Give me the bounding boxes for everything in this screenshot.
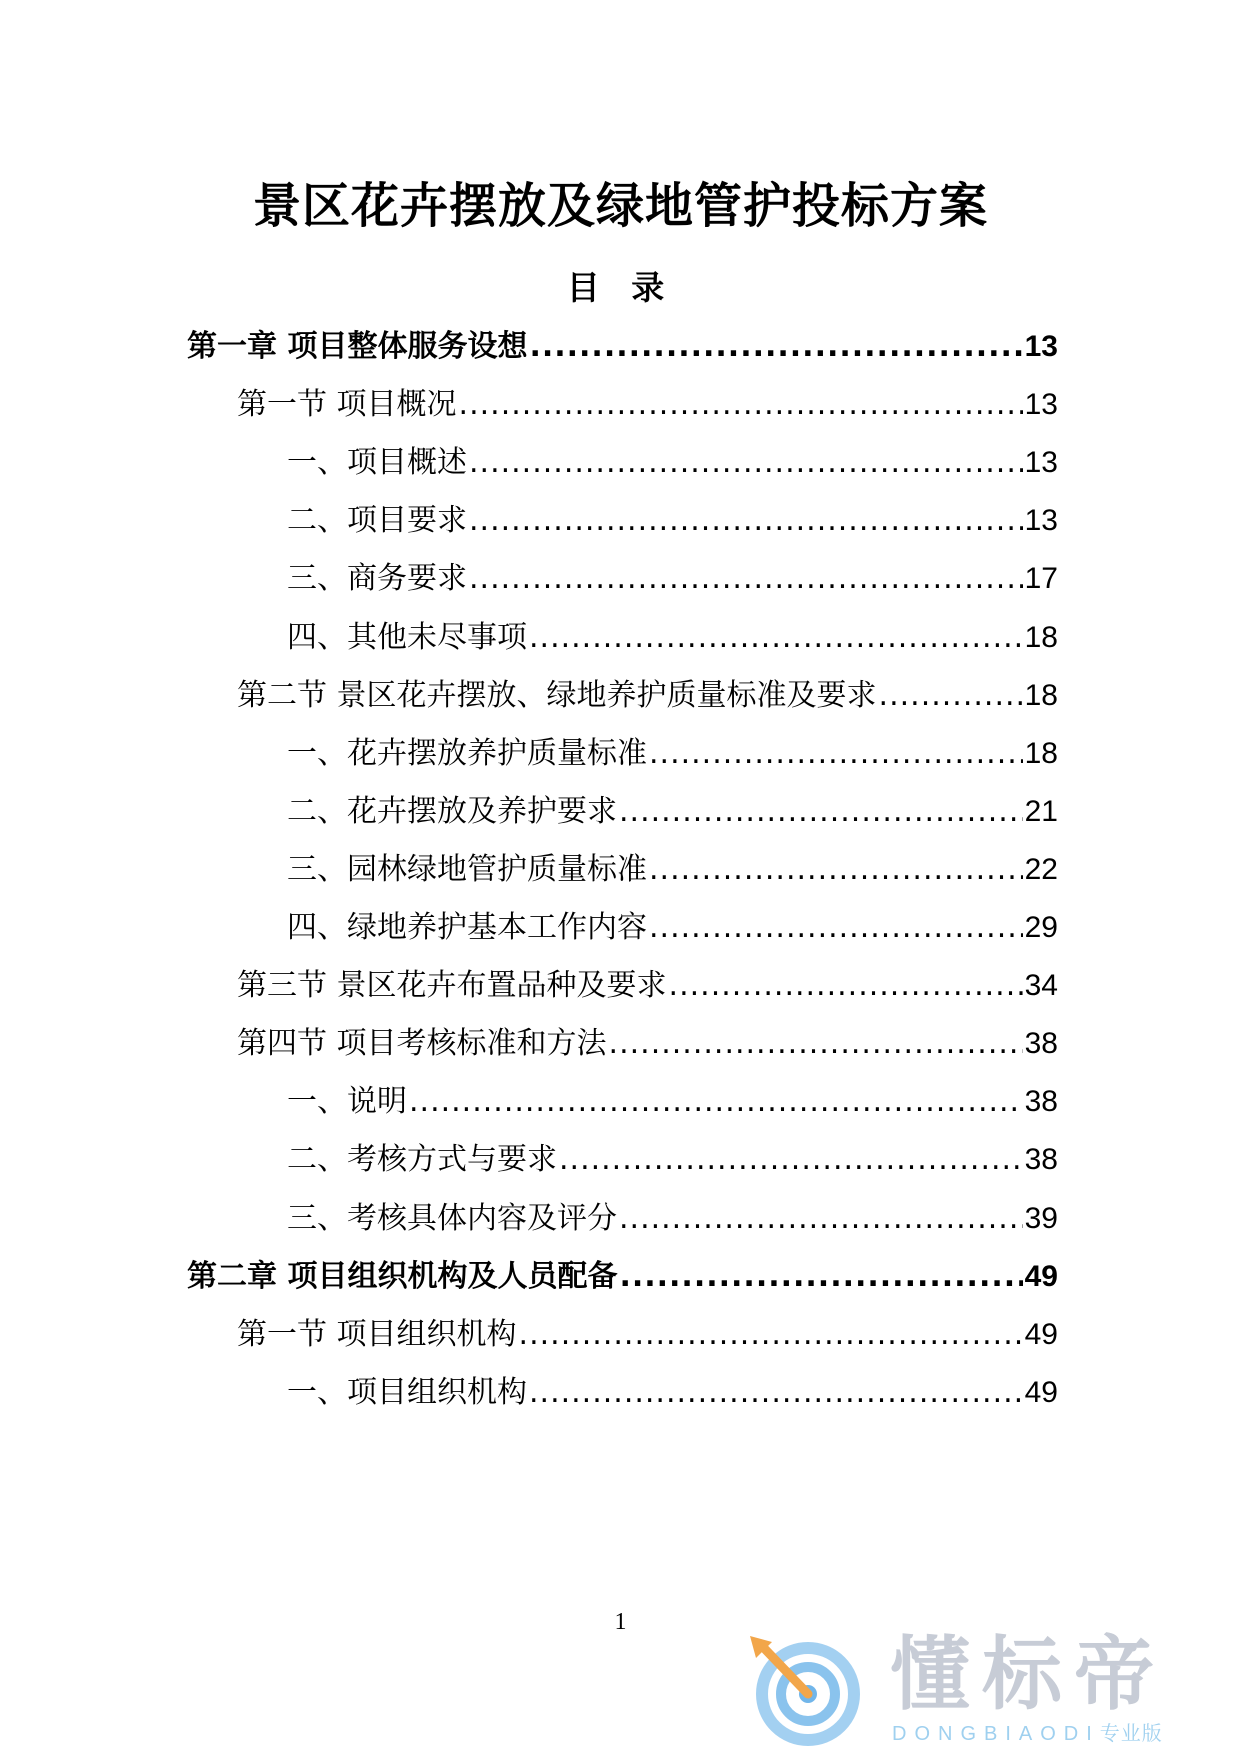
toc-dot-leader xyxy=(649,903,1023,953)
toc-entry-page: 17 xyxy=(1024,562,1058,596)
toc-dot-leader xyxy=(409,1077,1023,1127)
toc-entry-page: 29 xyxy=(1024,911,1058,944)
toc-entry-title: 第二章 项目组织机构及人员配备 xyxy=(187,1258,618,1294)
toc-entry[interactable] xyxy=(287,438,1058,488)
toc-entry-page: 38 xyxy=(1024,1085,1058,1119)
watermark xyxy=(742,1628,1222,1748)
page-number: 1 xyxy=(614,1609,627,1635)
toc-entry[interactable] xyxy=(287,729,1058,779)
toc-entry-title: 第四节 项目考核标准和方法 xyxy=(237,1026,607,1062)
toc-entry-page: 18 xyxy=(1024,736,1058,770)
watermark-subtitle-cn: 专业版 xyxy=(1099,1721,1163,1745)
target-logo-icon xyxy=(742,1628,872,1746)
toc-entry[interactable] xyxy=(287,613,1058,663)
toc-entry-title: 三、园林绿地管护质量标准 xyxy=(287,851,647,887)
toc-dot-leader xyxy=(879,671,1023,721)
toc-dot-leader xyxy=(469,496,1023,546)
toc-entry[interactable] xyxy=(237,671,1058,721)
toc-entry-page: 49 xyxy=(1024,1317,1058,1351)
toc-entry[interactable] xyxy=(237,380,1058,430)
toc-entry-title: 二、考核方式与要求 xyxy=(287,1142,557,1178)
toc-dot-leader xyxy=(619,1252,1022,1302)
toc-entry-title: 四、绿地养护基本工作内容 xyxy=(287,910,647,945)
toc-entry-title: 一、说明 xyxy=(287,1084,407,1120)
toc-dot-leader xyxy=(469,438,1023,488)
toc-entry-page: 49 xyxy=(1024,1259,1058,1293)
toc-entry[interactable] xyxy=(237,961,1058,1011)
toc-entry-title: 三、商务要求 xyxy=(287,561,467,597)
toc-entry-title: 一、花卉摆放养护质量标准 xyxy=(287,735,647,771)
toc-entry[interactable] xyxy=(287,496,1058,546)
toc-entry[interactable] xyxy=(287,1135,1058,1185)
toc-entry[interactable] xyxy=(237,1310,1058,1360)
toc-dot-leader xyxy=(529,613,1023,663)
toc-entry-title: 一、项目组织机构 xyxy=(287,1374,527,1410)
document-title: 景区花卉摆放及绿地管护投标方案 xyxy=(252,178,988,234)
toc-entry-page: 39 xyxy=(1024,1201,1058,1235)
toc-dot-leader xyxy=(529,322,1022,372)
toc-entry[interactable] xyxy=(287,1194,1058,1244)
toc-entry-title: 二、项目要求 xyxy=(287,503,467,539)
toc-entry-page: 13 xyxy=(1024,504,1058,538)
toc-dot-leader xyxy=(649,729,1023,779)
toc-entry[interactable] xyxy=(237,1019,1058,1069)
toc-entry-title: 二、花卉摆放及养护要求 xyxy=(287,793,617,829)
toc-entry[interactable] xyxy=(287,845,1058,895)
watermark-subtitle xyxy=(892,1721,1163,1746)
toc-entry-page: 13 xyxy=(1024,330,1058,363)
toc-entry-title: 第一节 项目概况 xyxy=(237,387,457,423)
toc-entry-title: 第三节 景区花卉布置品种及要求 xyxy=(237,968,667,1004)
toc-entry-title: 第一章 项目整体服务设想 xyxy=(187,329,528,364)
toc-entry-page: 13 xyxy=(1024,388,1058,422)
toc-heading: 目 录 xyxy=(566,268,675,307)
toc-entry-page: 38 xyxy=(1024,1143,1058,1177)
toc-entry-title: 三、考核具体内容及评分 xyxy=(287,1200,617,1236)
toc-entry[interactable] xyxy=(287,1077,1058,1127)
toc-entry-page: 13 xyxy=(1024,446,1058,480)
toc-entry-title: 四、其他未尽事项 xyxy=(287,619,527,655)
toc-entry-title: 第二节 景区花卉摆放、绿地养护质量标准及要求 xyxy=(237,677,877,713)
toc-dot-leader xyxy=(609,1019,1023,1069)
toc-entry-title: 一、项目概述 xyxy=(287,445,467,481)
watermark-subtitle-latin: DONGBIAODI xyxy=(892,1723,1100,1745)
toc-dot-leader xyxy=(559,1135,1023,1185)
toc-dot-leader xyxy=(649,845,1023,895)
toc-entry-page: 18 xyxy=(1024,620,1058,654)
watermark-brand: 懂标帝 xyxy=(890,1628,1166,1721)
toc-dot-leader xyxy=(459,380,1023,430)
toc-dot-leader xyxy=(619,787,1023,837)
toc-entry[interactable] xyxy=(287,554,1058,604)
toc-entry[interactable] xyxy=(287,1368,1058,1418)
toc-entry-title: 第一节 项目组织机构 xyxy=(237,1316,517,1352)
toc-entry[interactable] xyxy=(287,787,1058,837)
toc-dot-leader xyxy=(669,961,1023,1011)
toc-dot-leader xyxy=(619,1194,1023,1244)
toc-entry-page: 49 xyxy=(1024,1375,1058,1409)
toc-entry-page: 34 xyxy=(1024,969,1058,1003)
toc-entry-page: 38 xyxy=(1024,1027,1058,1061)
toc-dot-leader xyxy=(519,1310,1023,1360)
toc-entry[interactable] xyxy=(287,903,1058,953)
toc-dot-leader xyxy=(469,554,1023,604)
toc-entry-page: 22 xyxy=(1024,852,1058,886)
toc-entry[interactable] xyxy=(187,322,1058,372)
toc-entry[interactable] xyxy=(187,1252,1058,1302)
toc-entry-page: 18 xyxy=(1024,678,1058,712)
toc-entry-page: 21 xyxy=(1024,794,1058,828)
toc-dot-leader xyxy=(529,1368,1023,1418)
